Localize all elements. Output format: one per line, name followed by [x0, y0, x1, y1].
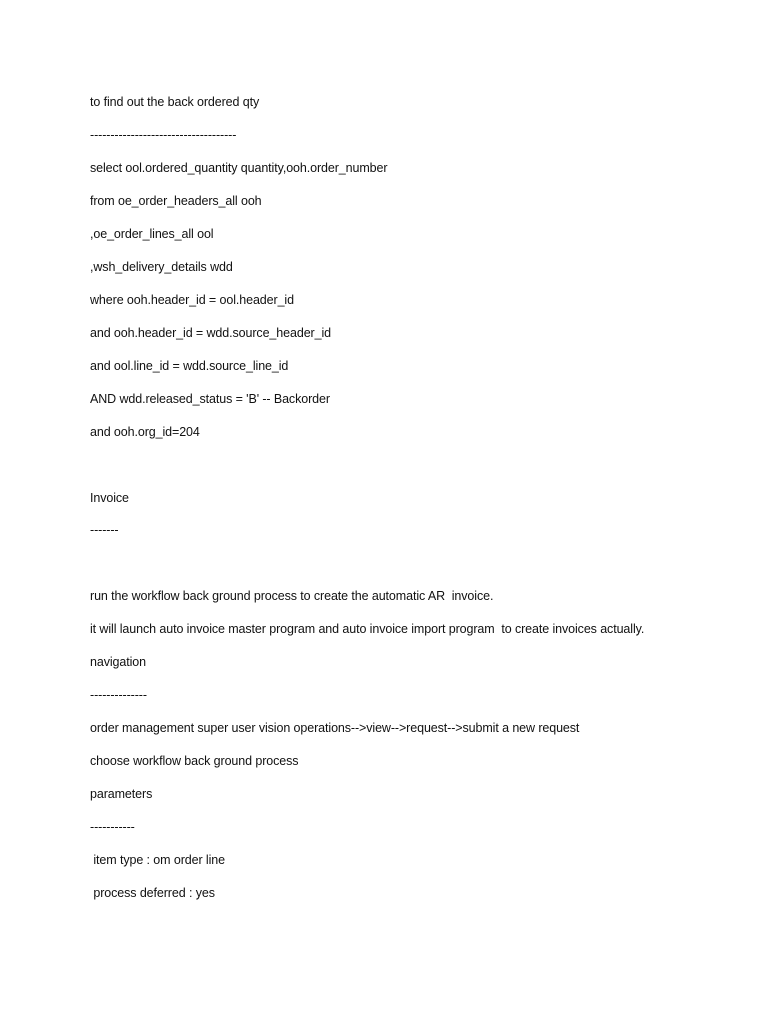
text-line-navigation-path: order management super user vision operations-->view-->request-->submit a new request — [90, 721, 580, 735]
text-line-param-item-type: item type : om order line — [90, 853, 225, 867]
text-line-heading-parameters: parameters — [90, 787, 153, 801]
text-line-launch-autoinvoice: it will launch auto invoice master program and auto invoice import program to create invoices actually. — [90, 622, 645, 636]
text-line-choose-process: choose workflow back ground process — [90, 754, 299, 768]
text-line-separator: ------------------------------------ — [90, 128, 237, 142]
text-line-sql-select: select ool.ordered_quantity quantity,ooh.order_number — [90, 161, 388, 175]
text-line-separator: ------- — [90, 523, 119, 537]
text-line-sql-where: where ooh.header_id = ool.header_id — [90, 293, 294, 307]
text-line-sql-from: from oe_order_headers_all ooh — [90, 194, 262, 208]
text-line-sql-and-header: and ooh.header_id = wdd.source_header_id — [90, 326, 331, 340]
text-line-heading-navigation: navigation — [90, 655, 146, 669]
text-line-separator: ----------- — [90, 820, 135, 834]
text-line-sql-and-org: and ooh.org_id=204 — [90, 425, 200, 439]
text-line-sql-table-wdd: ,wsh_delivery_details wdd — [90, 260, 233, 274]
text-line-sql-and-line: and ool.line_id = wdd.source_line_id — [90, 359, 289, 373]
text-line-sql-and-status: AND wdd.released_status = 'B' -- Backorder — [90, 392, 330, 406]
text-line-heading-invoice: Invoice — [90, 491, 129, 505]
text-line-sql-table-lines: ,oe_order_lines_all ool — [90, 227, 214, 241]
text-line-heading-backorder: to find out the back ordered qty — [90, 95, 260, 109]
text-line-param-deferred: process deferred : yes — [90, 886, 215, 900]
text-line-run-workflow: run the workflow back ground process to create the automatic AR invoice. — [90, 589, 494, 603]
text-line-separator: -------------- — [90, 688, 147, 702]
